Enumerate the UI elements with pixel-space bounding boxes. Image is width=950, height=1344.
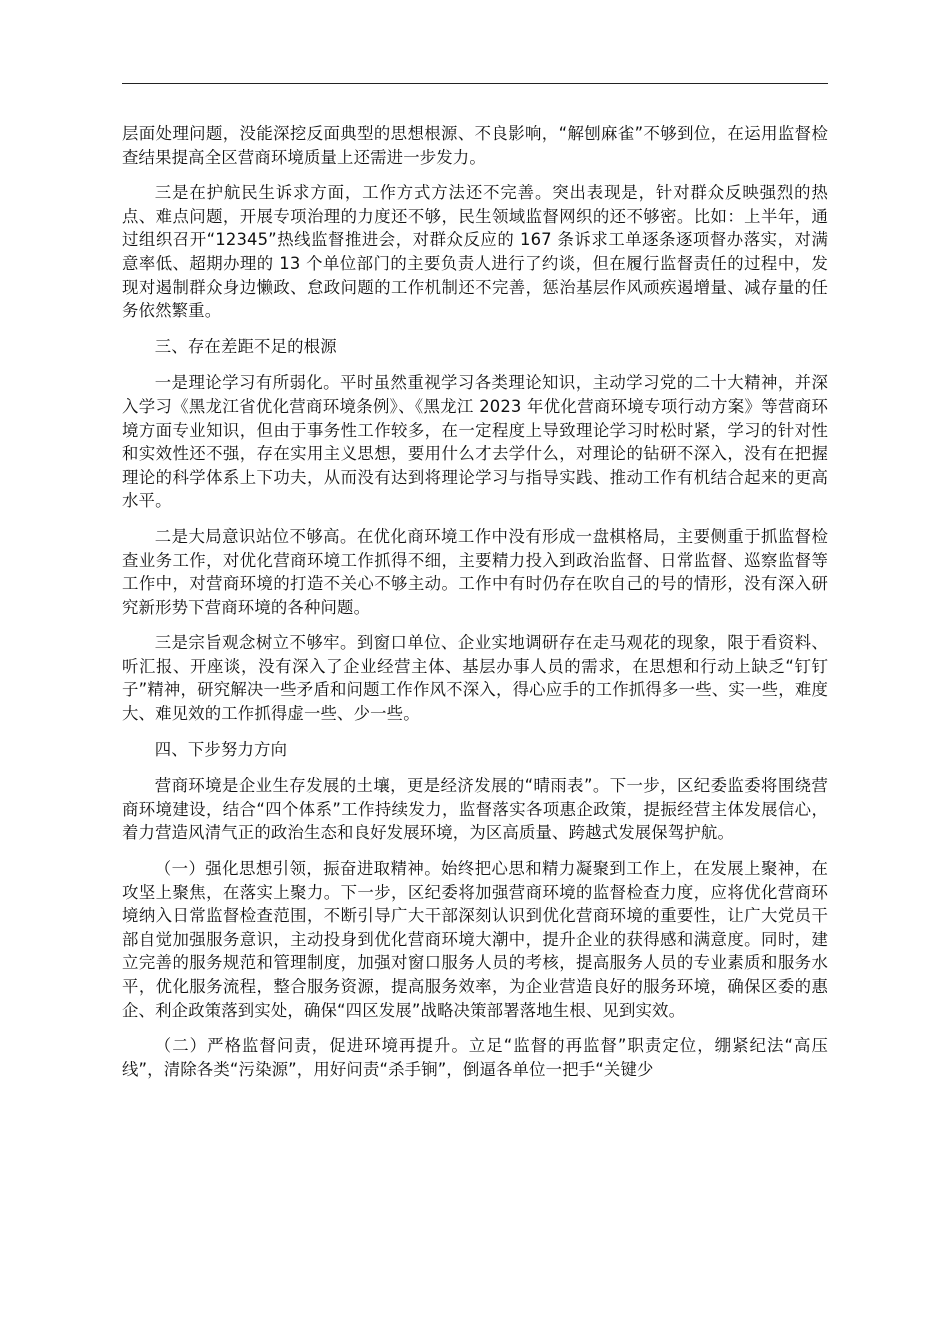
header-rule — [122, 83, 828, 84]
document-body — [122, 122, 828, 1093]
paragraph-theory-study: 一是理论学习有所弱化。平时虽然重视学习各类理论知识，主动学习党的二十大精神，并深入学习《黑龙江省优化营商环境条例》、《黑龙江 2023 年优化营商环境专项行动方案》等营商环境方面专业知识，但由于事务性工作较多，在一定程度上导致理论学习时松时紧，学习的针对性和实效性还不强，存在实用主义思想，要用什么才去学什么，对理论的钻研不深入，没有在把握理论的科学体系上下功夫，从而没有达到将理论学习与指导实践、推动工作有机结合起来的更高水平。 — [122, 373, 828, 511]
paragraph-strengthen-guidance: （一）强化思想引领，振奋进取精神。始终把心思和精力凝聚到工作上，在发展上聚神，在攻坚上聚焦，在落实上聚力。下一步，区纪委将加强营商环境的监督检查力度，应将优化营商环境纳入日常监督检查范围，不断引导广大干部深刻认识到优化营商环境的重要性，让广大党员干部自觉加强服务意识，主动投身到优化营商环境大潮中，提升企业的获得感和满意度。同时，建立完善的服务规范和管理制度，加强对窗口服务人员的考核，提高服务人员的专业素质和服务水平，优化服务流程，整合服务资源，提高服务效率，为企业营造良好的服务环境，确保区委的惠企、利企政策落到实处，确保“四区发展”战略决策部署落地生根、见到实效。 — [122, 859, 828, 1020]
paragraph-strict-supervision: （二）严格监督问责，促进环境再提升。立足“监督的再监督”职责定位，绷紧纪法“高压线”，清除各类“污染源”，用好问责“杀手锏”，倒逼各单位一把手“关键少 — [122, 1036, 828, 1079]
paragraph-overall-awareness: 二是大局意识站位不够高。在优化商环境工作中没有形成一盘棋格局，主要侧重于抓监督检查业务工作，对优化营商环境工作抓得不细，主要精力投入到政治监督、日常监督、巡察监督等工作中，对营商环境的打造不关心不够主动。工作中有时仍存在吹自己的号的情形，没有深入研究新形势下营商环境的各种问题。 — [122, 526, 828, 617]
section-heading-root-causes: 三、存在差距不足的根源 — [154, 336, 337, 356]
paragraph-livelihood-appeals: 三是在护航民生诉求方面，工作方式方法还不完善。突出表现是，针对群众反映强烈的热点、难点问题，开展专项治理的力度还不够，民生领域监督网织的还不够密。比如：上半年，通过组织召开“12345”热线监督推进会，对群众反应的 167 条诉求工单逐条逐项督办落实，对满意率低、超期办理的 13 个单位部门的主要负责人进行了约谈，但在履行监督责任的过程中，发现对遏制群众身边懒政、怠政问题的工作机制还不完善，惩治基层作风顽疾遏增量、减存量的任务依然繁重。 — [122, 183, 828, 321]
paragraph-continuation: 层面处理问题，没能深挖反面典型的思想根源、不良影响，“解刨麻雀”不够到位，在运用监督检查结果提高全区营商环境质量上还需进一步发力。 — [122, 124, 828, 167]
paragraph-business-environment: 营商环境是企业生存发展的土壤，更是经济发展的“晴雨表”。下一步，区纪委监委将围绕营商环境建设，结合“四个体系”工作持续发力，监督落实各项惠企政策，提振经营主体发展信心，着力营造风清气正的政治生态和良好发展环境，为区高质量、跨越式发展保驾护航。 — [122, 776, 828, 843]
paragraph-purpose-concept: 三是宗旨观念树立不够牢。到窗口单位、企业实地调研存在走马观花的现象，限于看资料、听汇报、开座谈，没有深入了企业经营主体、基层办事人员的需求，在思想和行动上缺乏“钉钉子”精神，研究解决一些矛盾和问题工作作风不深入，得心应手的工作抓得多一些、实一些，难度大、难见效的工作抓得虚一些、少一些。 — [122, 633, 828, 724]
section-heading-next-steps: 四、下步努力方向 — [154, 739, 288, 759]
